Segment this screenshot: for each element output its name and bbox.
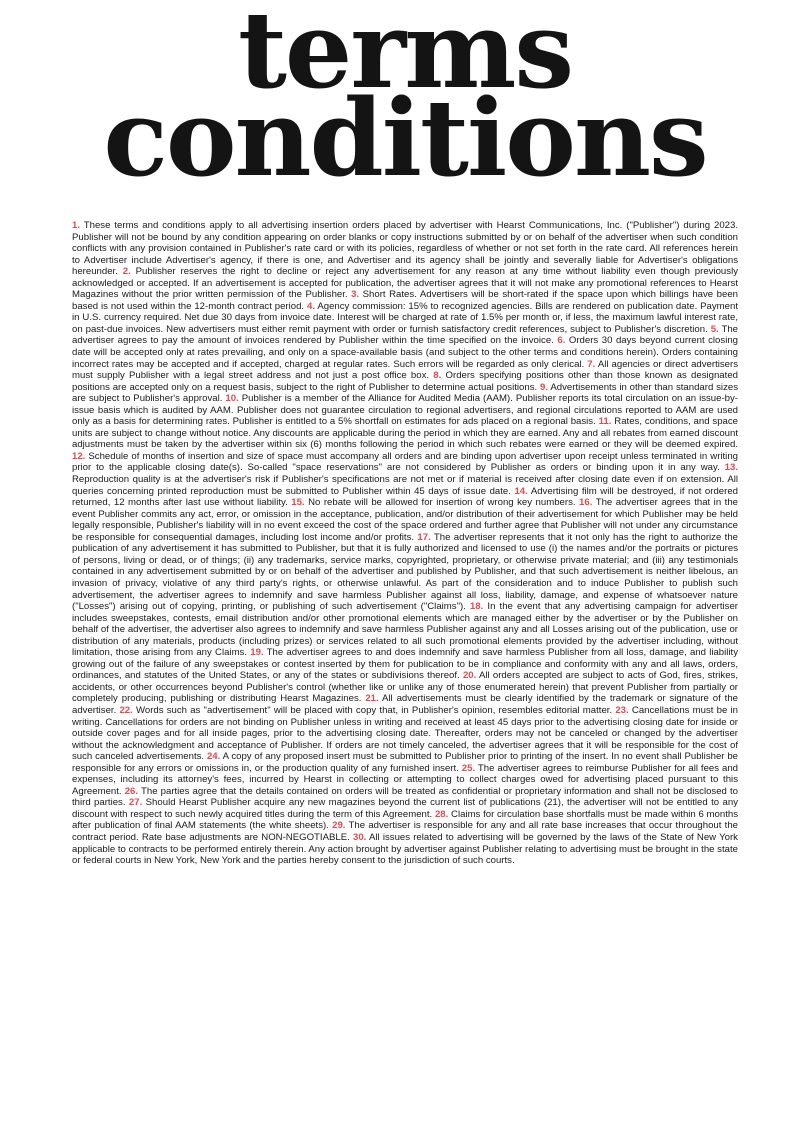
clause-text: Words such as "advertisement" will be placed with copy that, in Publisher's opinion, resembles editorial matter. <box>132 704 616 716</box>
clause-number: 2. <box>122 266 131 278</box>
clause-number: 18. <box>469 601 484 613</box>
clause-number: 24. <box>206 751 221 763</box>
clause-text: Orders specifying positions other than those known as designated positions are accepted only on a request basis, subject to the right of Publisher to determine actual positions. <box>72 370 738 393</box>
clause-text: The advertiser agrees to and does indemnify and save harmless Publisher from all loss, damage, and liability growing out of the failure of any sweepstakes or contest inserted by them for publication to be in compliance and conformity with any and all laws, orders, ordinances, and statutes of the United States, or any of the states or subdivisions thereof. <box>72 647 738 682</box>
clause-text: A copy of any proposed insert must be submitted to Publisher prior to printing of the insert. In no event shall Publisher be responsible for any errors or omissions in, or the production quality of any furnished insert. <box>72 751 738 774</box>
terms-body <box>72 220 738 867</box>
clause-number: 17. <box>417 531 431 543</box>
clause-number: 25. <box>461 762 476 774</box>
clause-text: All orders accepted are subject to acts of God, fires, strikes, accidents, or other occurrences beyond Publisher's control (whether like or unlike any of those enumerated herein) that prevent Publisher from partially or completely producing, publishing or distributing Hearst Magazines. <box>72 670 738 705</box>
clause-number: 28. <box>434 808 449 820</box>
clause-text: Cancellations must be in writing. Cancellations for orders are not binding on Publisher unless in writing and received at least 45 days prior to the advertising closing date for inside or outside cover pages and for all inside pages, prior to the advertising closing date. Thereafter, orders may not be canceled or changed by the advertiser without the acknowledgment and acceptance of Publisher. If orders are not timely canceled, the advertiser agrees that it will be responsible for the cost of such canceled advertisements. <box>72 704 739 763</box>
clause-number: 30. <box>352 831 367 843</box>
clause-text: No rebate will be allowed for insertion of wrong key numbers. <box>304 497 580 509</box>
clause-text: All advertisements must be clearly identified by the trademark or signature of the advertiser. <box>72 693 738 716</box>
clause <box>119 705 615 716</box>
clause-text: Claims for circulation base shortfalls must be made within 6 months after publication of final AAM statements (the white sheets). <box>72 808 738 832</box>
clause-text: The advertiser agrees that in the event Publisher commits any act, error, or omission in the acceptance, publication, and/or distribution of their advertisement for which Publisher may be held legally responsible, Publisher's liability will in no event exceed the cost of the space ordered and further agree that Publisher will not under any circumstance be responsible for consequential damages, including lost income and/or profits. <box>72 497 738 543</box>
clause-number: 26. <box>124 785 139 797</box>
clause-number: 19. <box>250 647 264 659</box>
clause <box>72 451 738 474</box>
clause-text: Should Hearst Publisher acquire any new magazines beyond the current list of publications (21), the advertiser will not be entitled to any discount with respect to such newly acquired titles during the term of this Agreement. <box>72 797 738 820</box>
clause-number: 23. <box>615 704 629 716</box>
clause-text: Short Rates. Advertisers will be short-rated if the space upon which billings have been based is not used within the 12-month contract period. <box>72 289 739 312</box>
clause-text: All agencies or direct advertisers must supply Publisher with a legal street address and not just a post office box. <box>72 358 738 382</box>
clause-number: 13. <box>724 462 738 474</box>
clause-number: 9. <box>540 381 549 393</box>
clause-text: In the event that any advertising campaign for advertiser includes sweepstakes, contests, email distribution and/or other promotional elements which are managed either by the advertiser or by the Publisher on behalf of the advertiser, the advertiser also agrees to indemnify and save harmless Publisher against any and all Losses arising out of the publication, use or distribution of any materials, products (including prizes) or services related to all such promotional elements provided by the advertiser including, without limitation, those arising from any Claims. <box>72 601 738 659</box>
clause-text: The parties agree that the details contained on orders will be treated as confidential or proprietary information and shall not be disclosed to third parties. <box>72 785 739 809</box>
clause-number: 14. <box>514 485 528 497</box>
clause-number: 4. <box>306 300 315 312</box>
clause-text: Agency commission: 15% to recognized agencies. Bills are rendered on publication date. Payment in U.S. currency required. Net due 30 days from invoice date. Interest will be charged at rate of 1.5% per month or, if less, the maximum lawful interest rate, on past-due invoices. New advertisers must either remit payment with order or furnish satisfactory credit references, subject to Publisher's discretion. <box>72 300 739 335</box>
clause-number: 16. <box>579 497 593 509</box>
clause-number: 7. <box>587 358 596 370</box>
clause-text: The advertiser is responsible for any and all rate base increases that occur throughout the contract period. Rate base adjustments are NON-NEGOTIABLE. <box>72 820 738 843</box>
clause-number: 3. <box>351 289 360 301</box>
clause-text: Advertisements in other than standard sizes are subject to Publisher's approval. <box>72 381 738 405</box>
clause-number: 6. <box>557 335 566 347</box>
clause-number: 15. <box>291 497 305 509</box>
clause-text: These terms and conditions apply to all advertising insertion orders placed by advertiser with Hearst Communications, Inc. ("Publisher") during 2023. Publisher will not be bound by any condition appearing on order blanks or copy instructions submitted by or on behalf of the advertiser when such condition conflicts with any provision contained in Publisher's rate card or with its policies, regardless of whether or not set forth in the rate card. All references herein to Advertiser include Advertiser's agency, if there is one, and Advertiser and its agency shall be jointly and severally liable for Advertiser's obligations hereunder. <box>72 220 738 278</box>
clause-text: Schedule of months of insertion and size of space must accompany all orders and are binding upon advertiser upon receipt unless terminated in writing prior to the applicable closing date(s). So-called "space reservations" are not considered by Publisher as orders or binding upon it in any way. <box>72 450 738 474</box>
clause-text: Reproduction quality is at the advertiser's risk if Publisher's specifications are not met or if material is received after closing date even if on extension. All queries concerning printed reproduction must be submitted to Publisher within 45 days of issue date. <box>72 474 738 497</box>
clause-number: 21. <box>365 693 379 705</box>
clause <box>72 532 738 612</box>
clause-number: 20. <box>462 670 477 682</box>
clause-text: All issues related to advertising will be governed by the laws of the State of New York applicable to contracts to be performed entirely therein. Any action brought by advertiser against Publisher relating to advertising must be brought in the state or federal courts in New York, New York and the parties hereby consent to the jurisdiction of such courts. <box>72 831 738 867</box>
clause-number: 10. <box>225 393 239 405</box>
clause-text: The advertiser agrees to reimburse Publisher for all fees and expenses, including its attorney's fees, incurred by Hearst in collecting or attempting to collect charges owed for advertising placed pursuant to this Agreement. <box>72 762 738 797</box>
clause-number: 12. <box>72 450 86 462</box>
clause-text: The advertiser agrees to pay the amount of invoices rendered by Publisher within the time specified on the invoice. <box>72 323 739 347</box>
clause-number: 29. <box>332 820 346 832</box>
clause-text: Advertising film will be destroyed, if not ordered returned, 12 months after last use without liability. <box>72 485 738 509</box>
clause-text: Rates, conditions, and space units are subject to change without notice. Any discounts are applicable during the period in which they are earned. Any and all rebates from earned discount adjustments must be taken by the advertiser within six (6) months following the period in which such rebates were earned or they will be deemed expired. <box>72 416 738 451</box>
clause-number: 5. <box>710 323 719 335</box>
clause-number: 8. <box>433 370 442 382</box>
clause <box>291 497 579 508</box>
title-line-1: terms <box>237 0 573 112</box>
clause-text: Orders 30 days beyond current closing date will be accepted only at rates prevailing, and only on a space-available basis (and subject to the other terms and conditions herein). Orders containing incorrect rates may be accepted and if accepted, charged at regular rates. Such errors will be regarded as only clerical. <box>72 335 738 370</box>
clause-text: Publisher is a member of the Alliance for Audited Media (AAM). Publisher reports its total circulation on an issue-by-issue basis which is audited by AAM. Publisher does not guarantee circulation to regional advertisers, and regional circulations reported to AAM are used only as a basis for determining rates. Publisher is entitled to a 5% shortfall on estimates for ads placed on a regional basis. <box>72 393 738 428</box>
clause-text: The advertiser represents that it not only has the right to authorize the publication of any advertisement it has submitted to Publisher, but that it is fully authorized and licensed to use (i) the names and/or the portraits or pictures of persons, living or dead, or of things; (ii) any trademarks, service marks, copyrighted, proprietary, or otherwise private material; and (iii) any testimonials contained in any advertisement submitted by or on behalf of the advertiser and published by Publisher, and that such advertisement is neither libelous, an invasion of privacy, violative of any third party's rights, or otherwise unlawful. As part of the consideration and to induce Publisher to publish such advertisement, the advertiser agrees to indemnify and save harmless Publisher against all loss, liability, damage, and expense of whatsoever nature ("Losses") arising out of copying, printing, or publishing of such advertisement ("Claims"). <box>72 531 738 613</box>
clause-number: 11. <box>598 416 612 428</box>
title-line-2: conditions <box>103 75 707 200</box>
clause-number: 1. <box>72 220 81 231</box>
clause-number: 27. <box>128 797 143 809</box>
clause-number: 22. <box>119 704 133 716</box>
clause-text: Publisher reserves the right to decline or reject any advertisement for any reason at any time without liability even though previously acknowledged or accepted. If an advertisement is accepted for publication, the advertiser agrees that it will not make any promotional references to Hearst Magazines without the prior written permission of the Publisher. <box>72 266 738 301</box>
